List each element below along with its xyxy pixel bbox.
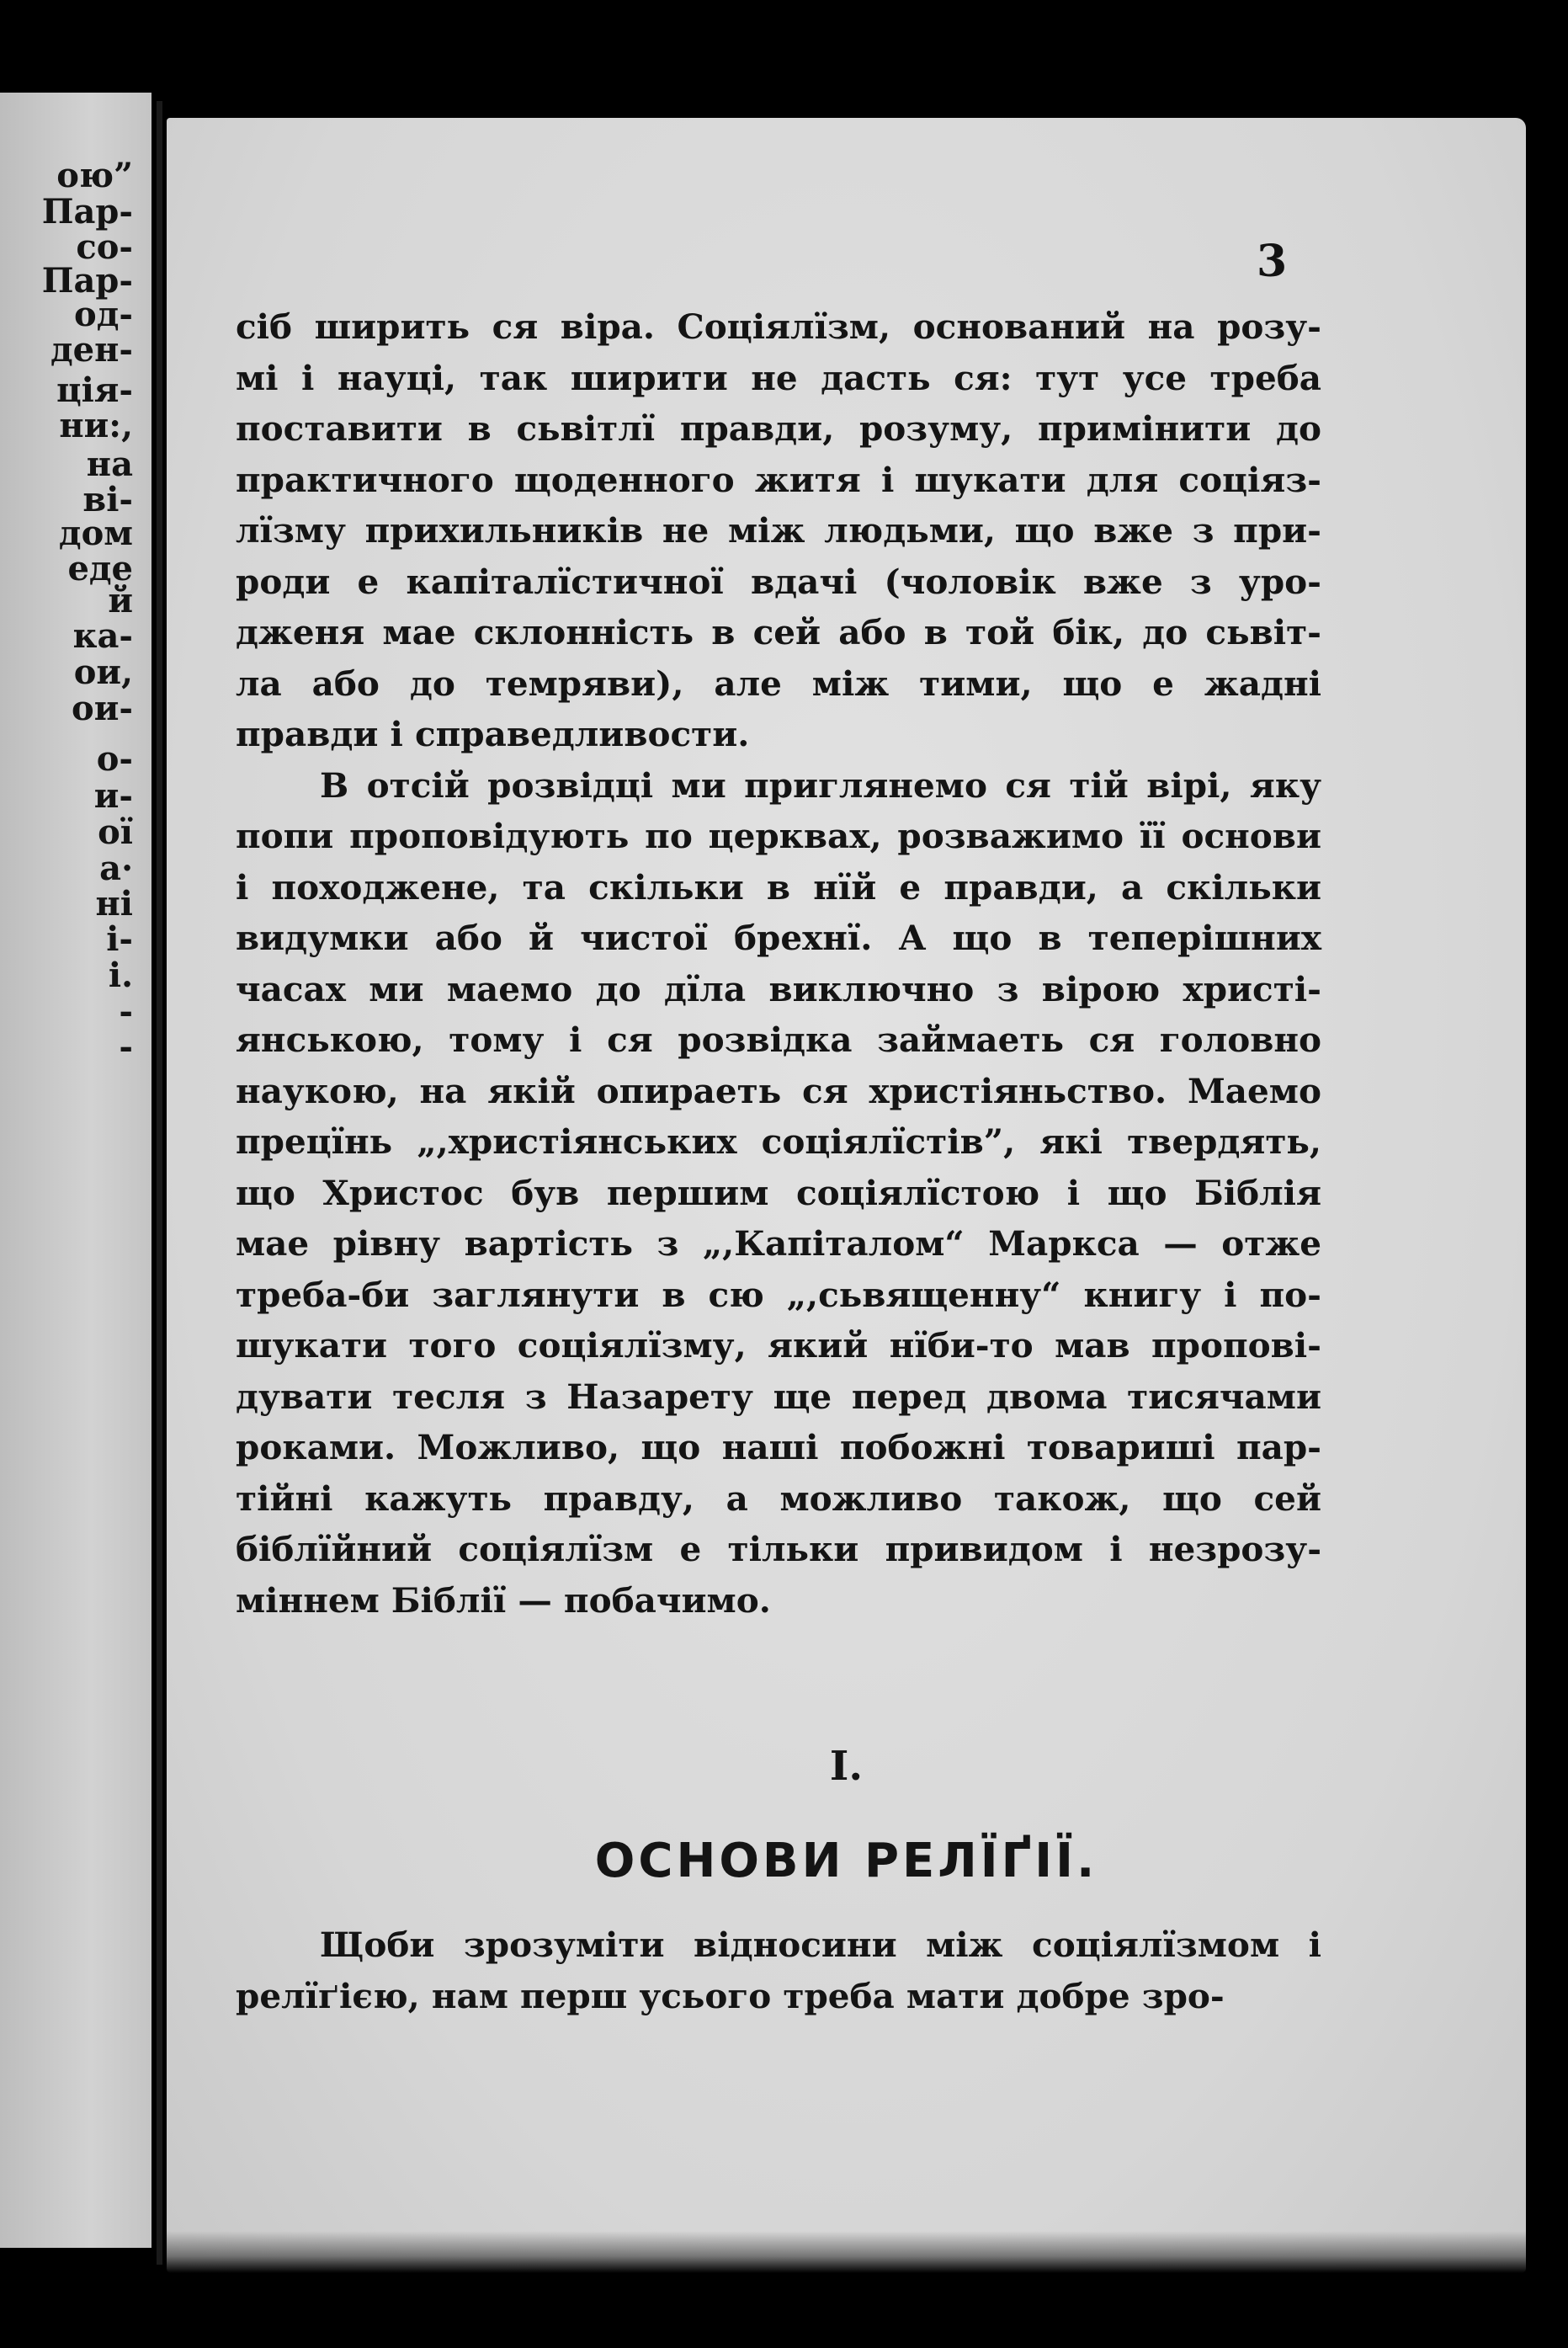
paragraph-2 xyxy=(236,760,1321,1627)
text-line: видумки або й чистої брехнї. А що в теперішних xyxy=(236,918,1321,958)
text-line: практичного щоденного житя і шукати для соціяз- xyxy=(236,459,1321,500)
page-gutter xyxy=(157,101,162,2265)
text-line: дженя мае склонність в сей або в той бік, до сьвіт- xyxy=(236,612,1321,652)
text-line: ла або до темряви), але між тими, що е жадні xyxy=(236,663,1321,704)
text-line: мі і науці, так ширити не дасть ся: тут усе треба xyxy=(236,357,1321,398)
text-line: біблїйний соціялїзм е тільки привидом і незрозу- xyxy=(236,1529,1321,1569)
text-block-main xyxy=(236,301,1321,1626)
text-block-chapter xyxy=(236,1919,1321,2021)
text-line: лїзму прихильників не між людьми, що вже з при- xyxy=(236,510,1321,551)
margin-fragment: ни:, xyxy=(59,406,133,445)
text-line: мае рівну вартість з „,Капіталом“ Маркса — отже xyxy=(236,1223,1321,1264)
margin-fragment: ои- xyxy=(72,689,133,728)
margin-fragment: і. xyxy=(108,956,133,995)
text-line: дувати тесля з Назарету ще перед двома тисячами xyxy=(236,1376,1321,1417)
text-line: янською, тому і ся розвідка займаеть ся головно xyxy=(236,1020,1321,1060)
margin-fragment: ві- xyxy=(82,480,133,519)
margin-fragment: Пар- xyxy=(41,261,133,301)
paragraph-1 xyxy=(236,301,1321,760)
text-line: що Христос був першим соціялїстою і що Біблія xyxy=(236,1172,1321,1213)
margin-fragment: ою” xyxy=(56,156,133,195)
text-line: часах ми маемо до дїла виключно з вірою христі- xyxy=(236,968,1321,1009)
chapter-number: I. xyxy=(829,1743,864,1790)
book-page xyxy=(167,118,1526,2273)
margin-fragment: од- xyxy=(74,295,133,334)
margin-fragment: со- xyxy=(76,227,133,267)
margin-fragment: й xyxy=(108,581,133,620)
margin-fragment: о- xyxy=(96,739,133,779)
text-line: треба-би заглянути в сю „,сьвященну“ книгу і по- xyxy=(236,1274,1321,1315)
margin-fragment: еде xyxy=(67,549,133,588)
text-line: сіб ширить ся віра. Соціялїзм, оснований на розу- xyxy=(236,306,1321,347)
page-number: 3 xyxy=(1257,236,1288,287)
text-line: і походжене, та скільки в нїй е правди, а скільки xyxy=(236,866,1321,908)
text-line: релїґією, нам перш усього треба мати добре зро- xyxy=(236,1975,1225,2016)
text-line: Щоби зрозуміти відносини між соціялїзмом і xyxy=(320,1925,1321,1965)
text-line: роди е капіталїстичної вдачі (чоловік вже з уро- xyxy=(236,561,1321,602)
margin-fragment: на xyxy=(86,445,133,484)
margin-fragment: дом xyxy=(58,514,133,553)
margin-fragment: ої xyxy=(98,812,133,852)
previous-page-margin xyxy=(0,93,151,2248)
text-line: попи проповідують по церквах, розважимо її основи xyxy=(236,816,1321,856)
margin-fragment: и- xyxy=(93,776,133,816)
margin-fragment: ція- xyxy=(56,370,133,410)
margin-fragment: ка- xyxy=(72,616,133,656)
margin-fragment: і- xyxy=(106,919,133,959)
text-line: В отсій розвідці ми приглянемо ся тій вірі, яку xyxy=(320,764,1321,806)
text-line: прецїнь „,христіянських соціялїстів”, які твердять, xyxy=(236,1121,1321,1162)
margin-fragment: ден- xyxy=(50,330,133,370)
margin-fragment: - xyxy=(119,1027,133,1067)
text-line: правди і справедливости. xyxy=(236,714,750,754)
margin-fragment: а· xyxy=(99,849,133,888)
margin-fragment: ні xyxy=(95,884,133,924)
text-line: наукою, на якій опираеть ся христіяньство. Маемо xyxy=(236,1070,1321,1111)
text-line: тійні кажуть правду, а можливо також, що сей xyxy=(236,1477,1321,1519)
margin-fragment: ои, xyxy=(73,652,133,692)
page-bottom-shadow xyxy=(167,2231,1526,2273)
text-line: роками. Можливо, що наші побожні товариші пар- xyxy=(236,1427,1321,1467)
text-line: шукати того соціялїзму, який нїби-то мав пропові- xyxy=(236,1325,1321,1366)
text-line: поставити в сьвітлї правди, розуму, примінити до xyxy=(236,408,1321,449)
text-line: міннем Біблії — побачимо. xyxy=(236,1579,771,1621)
chapter-title: ОСНОВИ РЕЛЇҐІЇ. xyxy=(594,1834,1098,1888)
paragraph-3 xyxy=(236,1919,1321,2021)
margin-fragment: Пар- xyxy=(41,192,133,232)
margin-fragment: - xyxy=(119,992,133,1031)
